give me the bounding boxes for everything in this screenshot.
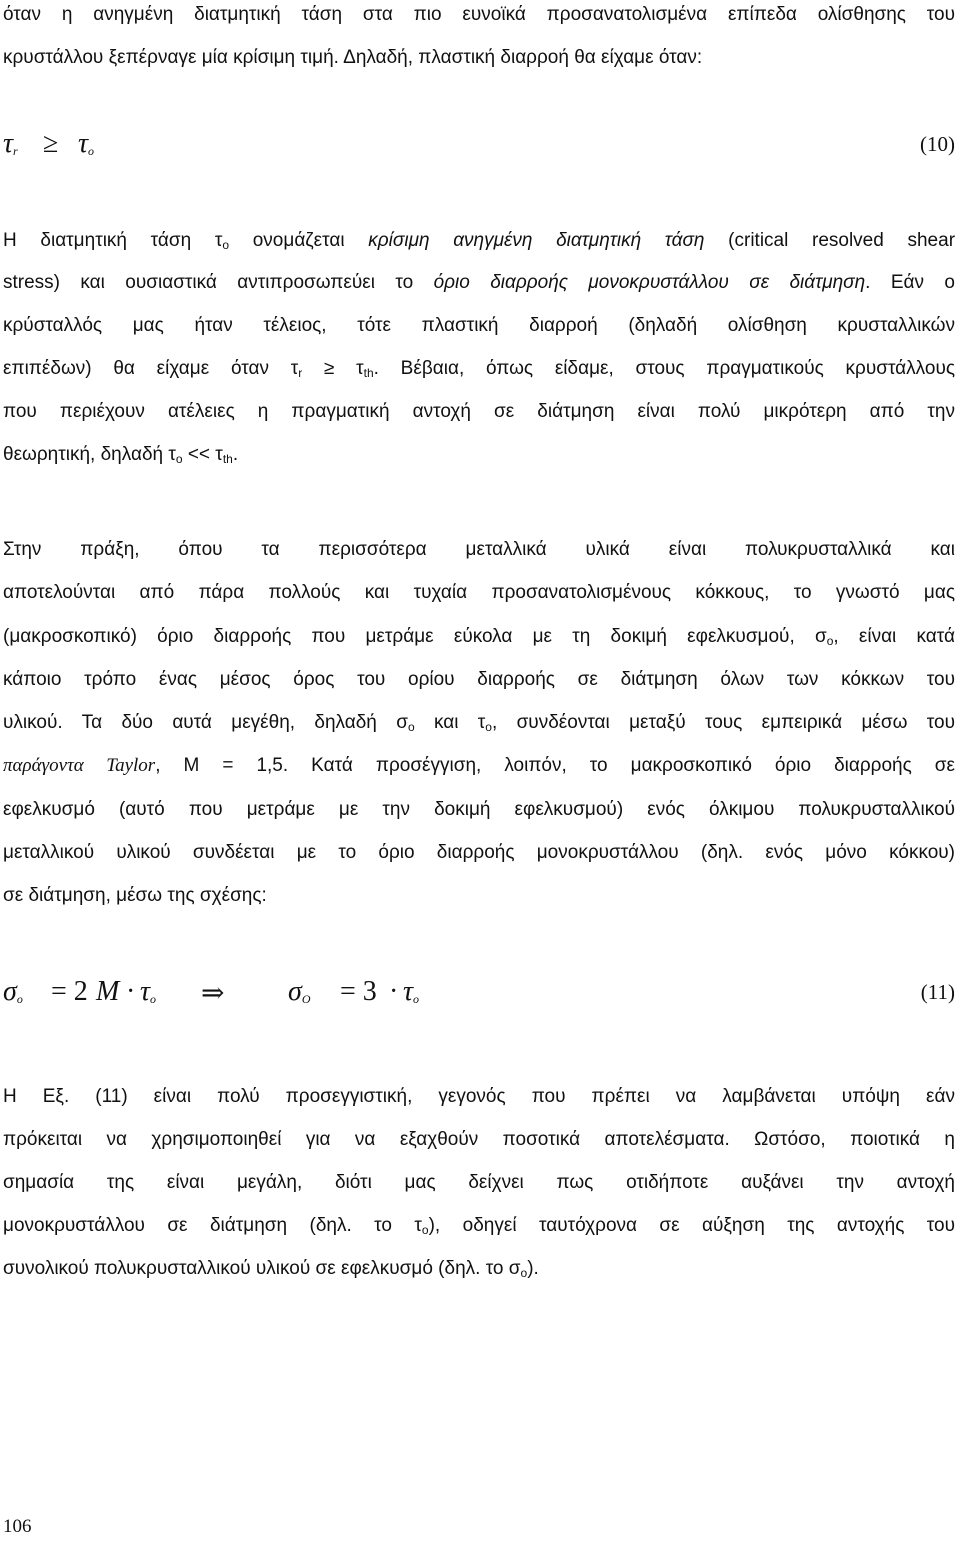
eq11-dot: · <box>126 976 136 1007</box>
paragraph-crit-line: που περιέχουν ατέλειες η πραγματική αντοχή σε διάτμηση είναι πολύ μικρότερη από την <box>3 401 955 422</box>
paragraph-practice-line: υλικού. Τα δύο αυτά μεγέθη, δηλαδή $\sigma_o$ και $\tau_o$, συνδέονται μεταξύ τους εμπειρικά μέσω του <box>3 712 955 734</box>
paragraph-final-line: Η Εξ. (11) είναι πολύ προσεγγιστική, γεγονός που πρέπει να λαμβάνεται υπόψη εάν <box>3 1086 955 1107</box>
eq10-rhs: $\tau_o$ <box>78 128 95 159</box>
paragraph-practice-line: κάποιο τρόπο ένας μέσος όρος του ορίου διαρροής σε διάτμηση όλων των κόκκων του <box>3 669 955 690</box>
eq11-rhs-sigma: $\sigma_O$ <box>288 976 311 1007</box>
paragraph-crit-line: επιπέδων) θα είχαμε όταν $\tau_r \ge \tau_{th}$. Βέβαια, όπως είδαμε, στους πραγματικούς κρυστάλλους <box>3 358 955 380</box>
paragraph-intro-line: κρυστάλλου ξεπέρναγε μία κρίσιμη τιμή. Δηλαδή, πλαστική διαρροή θα είχαμε όταν: <box>3 47 703 68</box>
equation-number: (11) <box>920 980 955 1004</box>
paragraph-crit-line: θεωρητική, δηλαδή $\tau_o << \tau_{th}$. <box>3 444 239 466</box>
paragraph-practice-line: αποτελούνται από πάρα πολλούς και τυχαία προσανατολισμένους κόκκους, το γνωστό μας <box>3 582 955 603</box>
paragraph-practice-line: σε διάτμηση, μέσω της σχέσης: <box>3 885 267 906</box>
page-number: 106 <box>3 1516 32 1537</box>
paragraph-crit-line: κρύσταλλός μας ήταν τέλειος, τότε πλαστική διαρροή (δηλαδή ολίσθηση κρυσταλλικών <box>3 315 955 336</box>
paragraph-practice-line: παράγοντα Taylor, M = 1,5. Κατά προσέγγιση, λοιπόν, το μακροσκοπικό όριο διαρροής σε <box>3 755 955 776</box>
paragraph-practice-line: εφελκυσμό (αυτό που μετράμε με την δοκιμή εφελκυσμού) ενός όλκιμου πολυκρυσταλλικού <box>3 799 955 820</box>
equation-11 <box>3 976 955 1016</box>
eq11-rhs-equals: = 3 <box>340 976 377 1007</box>
paragraph-final-line: σημασία της είναι μεγάλη, διότι μας δείχνει πως οτιδήποτε αυξάνει την αντοχή <box>3 1172 955 1193</box>
eq11-rhs-dot: · <box>389 976 399 1007</box>
eq11-rhs-tau: $\tau_o$ <box>403 976 420 1007</box>
equation-10 <box>3 128 955 168</box>
eq10-lhs: $\tau_r$ <box>3 128 18 159</box>
equation-number: (10) <box>920 132 955 156</box>
eq11-m: M <box>96 976 120 1007</box>
eq11-tau: $\tau_o$ <box>140 976 157 1007</box>
paragraph-intro-line: όταν η ανηγμένη διατμητική τάση στα πιο ευνοϊκά προσανατολισμένα επίπεδα ολίσθησης του <box>3 4 955 25</box>
paragraph-crit-line: stress) και ουσιαστικά αντιπροσωπεύει το όριο διαρροής μονοκρυστάλλου σε διάτμηση. Εάν ο <box>3 272 956 293</box>
paragraph-final-line: πρόκειται να χρησιμοποιηθεί για να εξαχθούν ποσοτικά αποτελέσματα. Ωστόσο, ποιοτικά η <box>3 1129 955 1150</box>
paragraph-final-line: συνολικού πολυκρυσταλλικού υλικού σε εφελκυσμό (δηλ. το $\sigma_o$). <box>3 1258 539 1280</box>
eq11-equals: = 2 <box>51 976 88 1007</box>
paragraph-crit-line: Η διατμητική τάση $\tau_o$ ονομάζεται κρίσιμη ανηγμένη διατμητική τάση (critical resolved shear <box>3 230 956 252</box>
paragraph-practice-line: (μακροσκοπικό) όριο διαρροής που μετράμε εύκολα με τη δοκιμή εφελκυσμού, $\sigma_o$, είναι κατά <box>3 626 955 648</box>
paragraph-practice-line: Στην πράξη, όπου τα περισσότερα μεταλλικά υλικά είναι πολυκρυσταλλικά και <box>3 539 955 560</box>
eq11-lhs: $\sigma_o$ <box>3 976 23 1007</box>
paragraph-practice-line: μεταλλικού υλικού συνδέεται με το όριο διαρροής μονοκρυστάλλου (δηλ. ενός μόνο κόκκου) <box>3 842 955 863</box>
paragraph-final-line: μονοκρυστάλλου σε διάτμηση (δηλ. το $\tau_o$), οδηγεί ταυτόχρονα σε αύξηση της αντοχής του <box>3 1215 955 1237</box>
eq10-operator: ≥ <box>43 128 59 159</box>
implies-arrow: ⇒ <box>201 978 225 1009</box>
